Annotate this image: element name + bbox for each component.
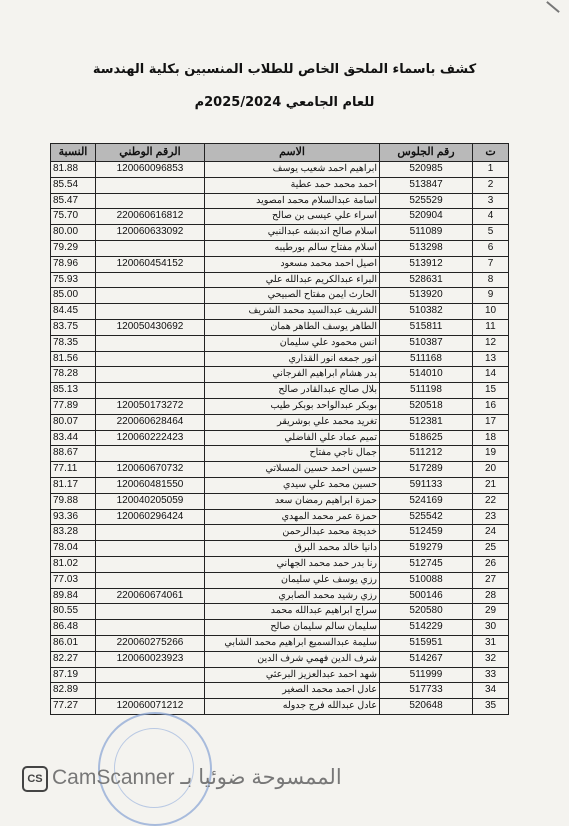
table-row [51, 240, 509, 256]
cell-national-id [96, 667, 205, 683]
cell-seat-number: 520518 [380, 398, 473, 414]
table-row [51, 620, 509, 636]
cell-seat-number: 513912 [380, 256, 473, 272]
cell-name: البراء عبدالكريم عبدالله علي [205, 272, 380, 288]
table-row [51, 398, 509, 414]
table-row [51, 288, 509, 304]
cell-percentage: 78.35 [51, 335, 96, 351]
cell-name: اصيل احمد محمد مسعود [205, 256, 380, 272]
cell-percentage: 81.02 [51, 556, 96, 572]
cell-serial: 13 [473, 351, 509, 367]
cell-seat-number: 512459 [380, 525, 473, 541]
table-row [51, 699, 509, 715]
table-row [51, 588, 509, 604]
cell-percentage: 80.07 [51, 414, 96, 430]
cell-seat-number: 511168 [380, 351, 473, 367]
cell-serial: 27 [473, 572, 509, 588]
cell-name: بدر هشام ابراهيم الفرجاني [205, 367, 380, 383]
cell-national-id: 120050173272 [96, 398, 205, 414]
cell-national-id [96, 525, 205, 541]
cell-name: شهد احمد عبدالعزيز البرعثي [205, 667, 380, 683]
document-title-line-1: كشف باسماء الملحق الخاص للطلاب المنسبين بكلية الهندسة [92, 62, 477, 77]
cell-serial: 32 [473, 651, 509, 667]
cell-seat-number: 513920 [380, 288, 473, 304]
cell-serial: 19 [473, 446, 509, 462]
table-row [51, 351, 509, 367]
cell-seat-number: 515811 [380, 319, 473, 335]
table-row [51, 509, 509, 525]
cell-name: انور جمعه انور القذاري [205, 351, 380, 367]
cell-name: بلال صالح عبدالقادر صالح [205, 383, 380, 399]
cell-percentage: 78.04 [51, 541, 96, 557]
cell-name: تغريد محمد علي بوشريقر [205, 414, 380, 430]
cell-serial: 29 [473, 604, 509, 620]
cell-national-id [96, 193, 205, 209]
cell-percentage: 84.45 [51, 304, 96, 320]
cell-seat-number: 525529 [380, 193, 473, 209]
cell-name: ابراهيم احمد شعيب يوسف [205, 162, 380, 178]
camscanner-watermark: CamScanner الممسوحة ضوئيا بـ [52, 766, 342, 789]
table-row [51, 304, 509, 320]
cell-name: احمد محمد حمد عطية [205, 177, 380, 193]
table-row [51, 493, 509, 509]
students-table-container [50, 143, 505, 715]
cell-name: الحارث ايمن مفتاح الصبيحي [205, 288, 380, 304]
cell-seat-number: 520648 [380, 699, 473, 715]
header-seat-number: رقم الجلوس [380, 144, 473, 162]
cell-national-id [96, 335, 205, 351]
document-title-line-2: للعام الجامعي 2025/2024م [194, 95, 375, 110]
cell-serial: 10 [473, 304, 509, 320]
header-name: الاسم [205, 144, 380, 162]
cell-name: اسراء علي عيسى بن صالح [205, 209, 380, 225]
cell-serial: 24 [473, 525, 509, 541]
cell-percentage: 75.70 [51, 209, 96, 225]
cell-seat-number: 514229 [380, 620, 473, 636]
table-row [51, 604, 509, 620]
cell-percentage: 83.75 [51, 319, 96, 335]
cell-percentage: 81.56 [51, 351, 96, 367]
cell-serial: 30 [473, 620, 509, 636]
cell-national-id [96, 620, 205, 636]
cell-name: دانيا خالد محمد البرق [205, 541, 380, 557]
cell-serial: 28 [473, 588, 509, 604]
cell-name: بوبكر عبدالواحد بوبكر طيب [205, 398, 380, 414]
table-body [51, 162, 509, 715]
students-table [50, 143, 509, 715]
table-row [51, 635, 509, 651]
cell-national-id: 120060633092 [96, 225, 205, 241]
cell-serial: 20 [473, 462, 509, 478]
cell-national-id [96, 272, 205, 288]
cell-name: رزي يوسف علي سليمان [205, 572, 380, 588]
cell-seat-number: 513847 [380, 177, 473, 193]
scanner-footer [0, 760, 569, 800]
cell-seat-number: 511999 [380, 667, 473, 683]
cell-seat-number: 510387 [380, 335, 473, 351]
cell-national-id: 220060616812 [96, 209, 205, 225]
cell-national-id [96, 541, 205, 557]
cell-national-id: 120060096853 [96, 162, 205, 178]
cell-percentage: 80.55 [51, 604, 96, 620]
cell-name: سراج ابراهيم عبدالله محمد [205, 604, 380, 620]
cell-national-id: 220060628464 [96, 414, 205, 430]
cell-serial: 14 [473, 367, 509, 383]
cell-percentage: 83.28 [51, 525, 96, 541]
cell-serial: 18 [473, 430, 509, 446]
cell-percentage: 83.44 [51, 430, 96, 446]
cell-seat-number: 524169 [380, 493, 473, 509]
cell-percentage: 85.13 [51, 383, 96, 399]
cell-percentage: 80.00 [51, 225, 96, 241]
cell-percentage: 77.89 [51, 398, 96, 414]
cell-serial: 5 [473, 225, 509, 241]
cell-serial: 33 [473, 667, 509, 683]
cell-percentage: 89.84 [51, 588, 96, 604]
table-row [51, 683, 509, 699]
table-row [51, 541, 509, 557]
cell-serial: 12 [473, 335, 509, 351]
cell-national-id: 120060296424 [96, 509, 205, 525]
cell-seat-number: 510382 [380, 304, 473, 320]
cell-serial: 25 [473, 541, 509, 557]
cell-seat-number: 518625 [380, 430, 473, 446]
cell-seat-number: 512745 [380, 556, 473, 572]
cell-percentage: 79.29 [51, 240, 96, 256]
cell-seat-number: 517733 [380, 683, 473, 699]
cell-national-id [96, 240, 205, 256]
cell-serial: 22 [473, 493, 509, 509]
cell-percentage: 75.93 [51, 272, 96, 288]
cell-serial: 35 [473, 699, 509, 715]
cell-name: حمزة عمر محمد المهدي [205, 509, 380, 525]
cell-national-id: 120060071212 [96, 699, 205, 715]
cell-serial: 11 [473, 319, 509, 335]
cell-national-id: 220060674061 [96, 588, 205, 604]
cell-name: اسامة عبدالسلام محمد امصويد [205, 193, 380, 209]
cell-seat-number: 513298 [380, 240, 473, 256]
header-percentage: النسبة [51, 144, 96, 162]
table-row [51, 667, 509, 683]
cell-national-id: 220060275266 [96, 635, 205, 651]
cell-name: سليمان سالم سليمان صالح [205, 620, 380, 636]
cell-percentage: 81.17 [51, 477, 96, 493]
cell-national-id [96, 446, 205, 462]
cell-seat-number: 520580 [380, 604, 473, 620]
cell-name: حسين احمد حسين المسلاتي [205, 462, 380, 478]
cell-percentage: 86.48 [51, 620, 96, 636]
cell-name: اسلام مفتاح سالم بورطيبه [205, 240, 380, 256]
cell-serial: 15 [473, 383, 509, 399]
cell-national-id: 120060454152 [96, 256, 205, 272]
table-row [51, 193, 509, 209]
cell-percentage: 82.89 [51, 683, 96, 699]
cell-national-id: 120050430692 [96, 319, 205, 335]
cell-seat-number: 520985 [380, 162, 473, 178]
cell-serial: 23 [473, 509, 509, 525]
cell-percentage: 85.47 [51, 193, 96, 209]
cell-seat-number: 511212 [380, 446, 473, 462]
cell-seat-number: 525542 [380, 509, 473, 525]
cell-national-id [96, 351, 205, 367]
cell-serial: 31 [473, 635, 509, 651]
cell-serial: 8 [473, 272, 509, 288]
cell-percentage: 79.88 [51, 493, 96, 509]
cell-percentage: 93.36 [51, 509, 96, 525]
cell-percentage: 82.27 [51, 651, 96, 667]
cell-seat-number: 519279 [380, 541, 473, 557]
table-row [51, 209, 509, 225]
cell-percentage: 87.19 [51, 667, 96, 683]
cell-name: شرف الدين فهمي شرف الدين [205, 651, 380, 667]
cell-name: عادل احمد محمد الصغير [205, 683, 380, 699]
cell-serial: 2 [473, 177, 509, 193]
cell-national-id [96, 683, 205, 699]
cell-percentage: 81.88 [51, 162, 96, 178]
table-row [51, 256, 509, 272]
cell-name: اسلام صالح اندبشه عبدالنبي [205, 225, 380, 241]
cell-name: خديجة محمد عبدالرحمن [205, 525, 380, 541]
cell-seat-number: 510088 [380, 572, 473, 588]
cell-seat-number: 512381 [380, 414, 473, 430]
cell-seat-number: 520904 [380, 209, 473, 225]
cell-serial: 26 [473, 556, 509, 572]
cell-national-id [96, 177, 205, 193]
table-row [51, 177, 509, 193]
cell-serial: 16 [473, 398, 509, 414]
cell-name: حسين محمد علي سيدي [205, 477, 380, 493]
cell-serial: 6 [473, 240, 509, 256]
cell-seat-number: 514010 [380, 367, 473, 383]
cell-percentage: 77.03 [51, 572, 96, 588]
cell-percentage: 86.01 [51, 635, 96, 651]
cell-name: الشريف عبدالسيد محمد الشريف [205, 304, 380, 320]
cell-national-id [96, 288, 205, 304]
cell-serial: 21 [473, 477, 509, 493]
cell-national-id [96, 383, 205, 399]
table-row [51, 556, 509, 572]
cell-national-id: 120060023923 [96, 651, 205, 667]
cell-serial: 3 [473, 193, 509, 209]
table-row [51, 446, 509, 462]
table-row [51, 335, 509, 351]
header-serial: ت [473, 144, 509, 162]
cell-national-id [96, 304, 205, 320]
cell-seat-number: 511089 [380, 225, 473, 241]
cell-serial: 34 [473, 683, 509, 699]
cell-national-id: 120040205059 [96, 493, 205, 509]
table-row [51, 525, 509, 541]
table-header-row [51, 144, 509, 162]
cell-name: عادل عبدالله فرج جدوله [205, 699, 380, 715]
cell-national-id [96, 367, 205, 383]
cell-name: رزي رشيد محمد الصابري [205, 588, 380, 604]
cell-national-id: 120060670732 [96, 462, 205, 478]
cell-serial: 1 [473, 162, 509, 178]
corner-mark [546, 1, 560, 13]
table-row [51, 272, 509, 288]
table-row [51, 383, 509, 399]
cell-percentage: 85.54 [51, 177, 96, 193]
cell-national-id: 120060222423 [96, 430, 205, 446]
table-row [51, 477, 509, 493]
cell-seat-number: 528631 [380, 272, 473, 288]
camscanner-logo-icon: CS [22, 766, 48, 792]
cell-serial: 4 [473, 209, 509, 225]
cell-name: رنا بدر حمد محمد الجهاني [205, 556, 380, 572]
table-row [51, 162, 509, 178]
table-row [51, 462, 509, 478]
table-row [51, 430, 509, 446]
cell-serial: 9 [473, 288, 509, 304]
cell-name: تميم عماد علي الفاضلي [205, 430, 380, 446]
table-row [51, 367, 509, 383]
table-row [51, 225, 509, 241]
cell-percentage: 88.67 [51, 446, 96, 462]
cell-national-id [96, 572, 205, 588]
cell-seat-number: 500146 [380, 588, 473, 604]
table-row [51, 414, 509, 430]
cell-percentage: 77.27 [51, 699, 96, 715]
table-row [51, 572, 509, 588]
cell-percentage: 85.00 [51, 288, 96, 304]
table-row [51, 319, 509, 335]
cell-serial: 17 [473, 414, 509, 430]
cell-percentage: 78.96 [51, 256, 96, 272]
cell-name: جمال ناجي مفتاح [205, 446, 380, 462]
table-row [51, 651, 509, 667]
cell-name: انس محمود علي سليمان [205, 335, 380, 351]
cell-national-id: 120060481550 [96, 477, 205, 493]
cell-national-id [96, 556, 205, 572]
cell-seat-number: 514267 [380, 651, 473, 667]
cell-serial: 7 [473, 256, 509, 272]
cell-percentage: 77.11 [51, 462, 96, 478]
cell-seat-number: 517289 [380, 462, 473, 478]
header-national-id: الرقم الوطني [96, 144, 205, 162]
cell-name: الطاهر يوسف الطاهر همان [205, 319, 380, 335]
cell-seat-number: 591133 [380, 477, 473, 493]
cell-national-id [96, 604, 205, 620]
cell-name: سليمة عبدالسميع ابراهيم محمد الشابي [205, 635, 380, 651]
cell-name: حمزة ابراهيم رمضان سعد [205, 493, 380, 509]
cell-seat-number: 515951 [380, 635, 473, 651]
cell-percentage: 78.28 [51, 367, 96, 383]
cell-seat-number: 511198 [380, 383, 473, 399]
